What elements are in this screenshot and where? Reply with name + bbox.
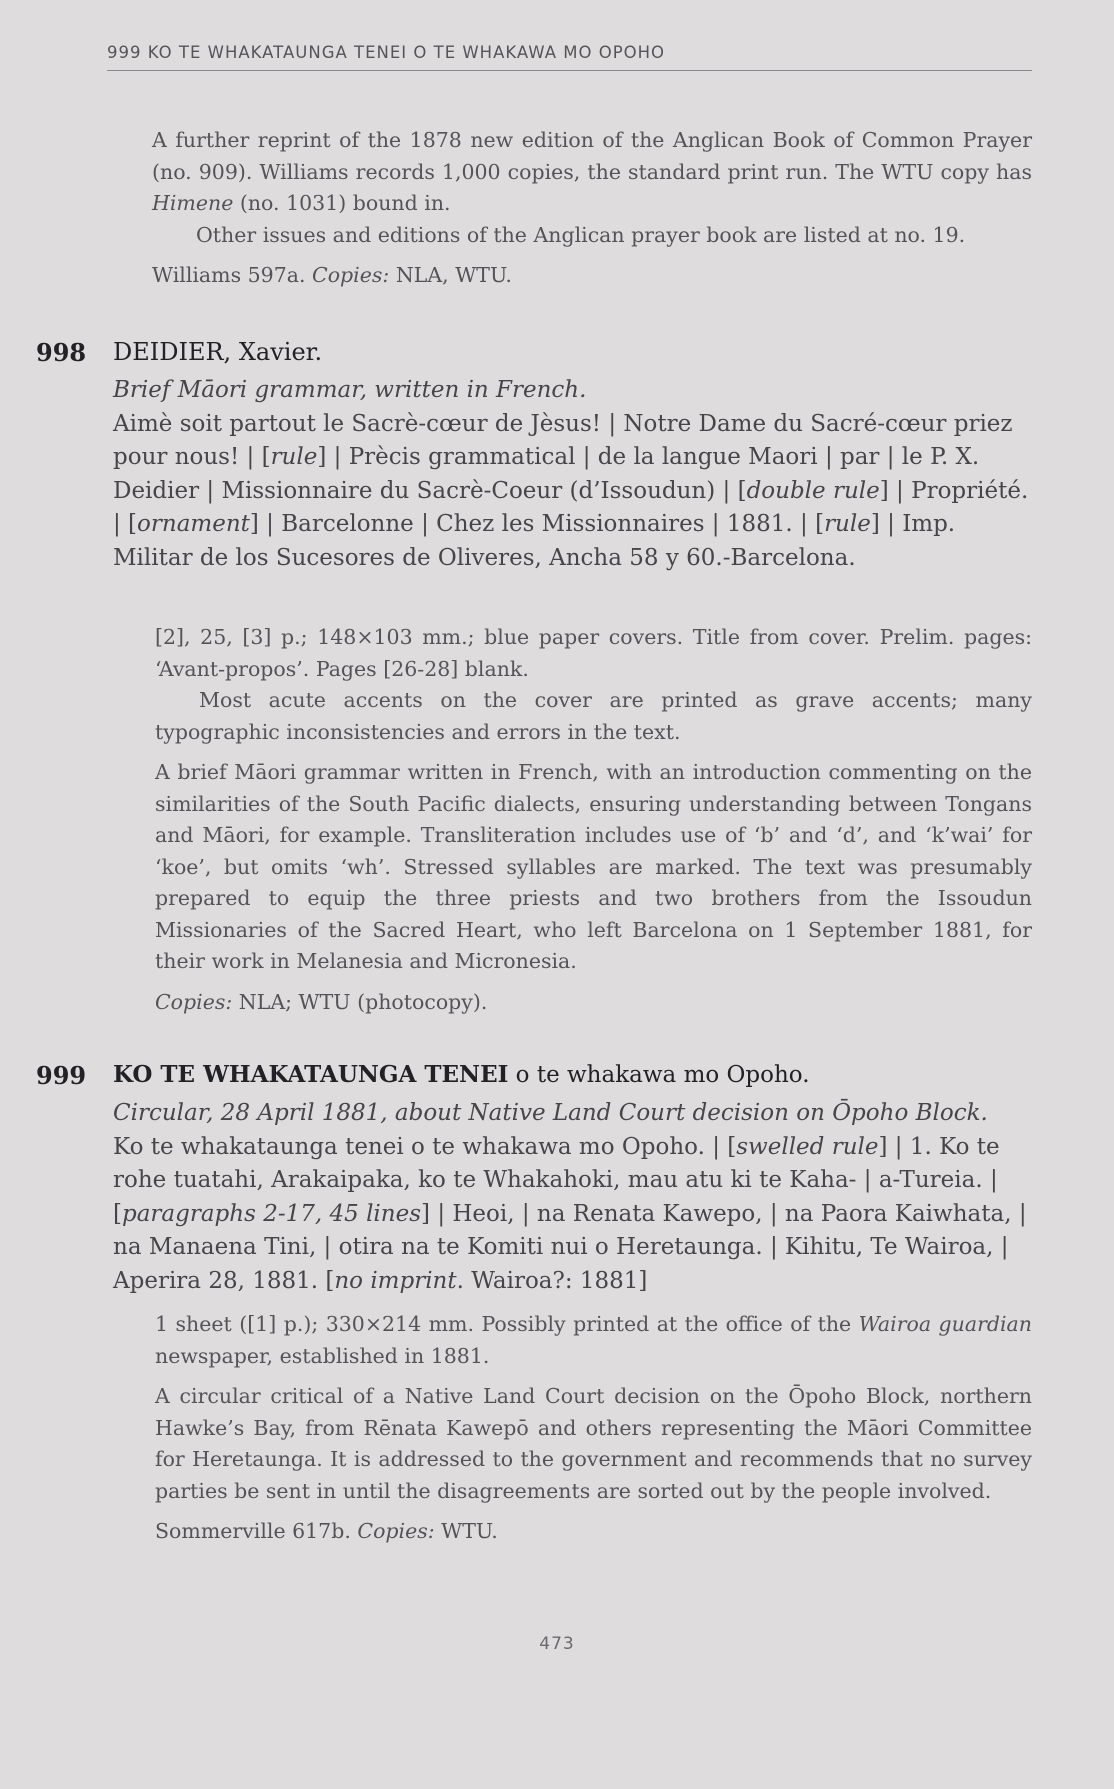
collation-italic: Wairoa guardian xyxy=(858,1312,1032,1336)
description: A circular critical of a Native Land Court decision on the Ōpoho Block, northern Hawke’s Bay, from Rēnata Kawepō and others representing the Māori Committee for Heretaunga. It is addressed to the government and recommends that no survey parties be sent in until the disagreements are sorted out by the people involved. xyxy=(155,1384,1032,1503)
transcription-italic: double rule xyxy=(746,477,880,504)
transcription-part: ] | Propriété. | [ xyxy=(113,477,1029,537)
transcription-part: Ko te whakataunga tenei o te whakawa mo Opoho. | [ xyxy=(113,1133,737,1160)
reference-text: Williams 597a. xyxy=(152,263,313,287)
copies-text: WTU. xyxy=(434,1519,498,1543)
collation: [2], 25, [3] p.; 148×103 mm.; blue paper covers. Title from cover. Prelim. pages: ‘Avant-propos’. Pages [26-28] blank. xyxy=(155,625,1032,681)
reference-line xyxy=(155,1516,1032,1548)
title-transcription xyxy=(113,1131,1033,1299)
title-transcription xyxy=(113,408,1033,576)
entry-number-999: 999 xyxy=(36,1061,87,1090)
copies-label: Copies: xyxy=(312,263,390,287)
transcription-italic: no imprint xyxy=(334,1267,457,1294)
entry-heading-999 xyxy=(113,1061,810,1088)
entry-998-body xyxy=(113,374,1033,575)
transcription-italic: rule xyxy=(270,444,318,470)
continuation-paragraph xyxy=(152,125,1032,220)
transcription-part: ] | Prècis grammatical | de la langue Maori | par | le P. X. Deidier | Missionnaire du Sacrè-Coeur (d’Issoudun) | [ xyxy=(113,444,980,504)
transcription-part: ] | Heoi, | na Renata Kawepo, | na Paora Kaiwhata, | na Manaena Tini, | otira na te Komiti nui o Heretaunga. | Kihitu, Te Wairoa, | Aperira 28, 1881. [ xyxy=(113,1200,1027,1294)
collation xyxy=(155,1309,1032,1372)
entry-999-body xyxy=(113,1097,1033,1298)
transcription-part: ] | Imp. Militar de los Sucesores de Oliveres, Ancha 58 y 60.-Barcelona. xyxy=(113,511,956,571)
transcription-italic: rule xyxy=(824,511,871,537)
collation-text: 1 sheet ([1] p.); 330×214 mm. Possibly printed at the office of the xyxy=(155,1312,859,1336)
description: A brief Māori grammar written in French, with an introduction commenting on the similarities of the South Pacific dialects, ensuring understanding between Tongans and Māori, for example. Transliteration includes use of ‘b’ and ‘d’, and ‘k’wai’ for ‘koe’, but omits ‘wh’. Stressed syllables are marked. The text was presumably prepared to equip the three priests and two brothers from the Issoudun Missionaries of the Sacred Heart, who left Barcelona on 1 September 1881, for their work in Melanesia and Micronesia. xyxy=(155,760,1032,973)
subtitle-text: Brief Māori grammar, written in French. xyxy=(113,377,587,403)
entry-999-notes xyxy=(155,1309,1032,1548)
entry-heading-998 xyxy=(113,338,322,366)
entry-subtitle xyxy=(113,1097,1033,1131)
transcription-part: ] | Barcelonne | Chez les Missionnaires | 1881. | [ xyxy=(249,511,825,537)
transcription-part: Aimè soit partout le Sacrè-cœur de Jèsus! | Notre Dame du Sacré-cœur priez pour nous! | [ xyxy=(113,410,1013,470)
continuation-paragraph-2: Other issues and editions of the Anglican prayer book are listed at no. 19. xyxy=(196,222,966,247)
subtitle-text: Circular, 28 April 1881, about Native Land Court decision on Ōpoho Block. xyxy=(113,1100,988,1126)
entry-author-end: . xyxy=(314,338,323,366)
copies-line xyxy=(155,987,1032,1019)
transcription-italic: paragraphs 2-17, 45 lines xyxy=(121,1200,422,1227)
transcription-italic: swelled rule xyxy=(736,1133,879,1160)
transcription-italic: ornament xyxy=(137,511,250,537)
entry-998-notes xyxy=(155,622,1032,1018)
running-head: 999 KO TE WHAKATAUNGA TENEI O TE WHAKAWA MO OPOHO xyxy=(107,43,1032,71)
entry-title-end: . xyxy=(802,1062,810,1088)
transcription-part: ] | 1. Ko te rohe tuatahi, Arakaipaka, ko te Whakahoki, mau atu ki te Kaha- | a-Tureia. | [ xyxy=(113,1133,1000,1227)
collation-text-end: newspaper, established in 1881. xyxy=(155,1343,490,1368)
reference-text: Sommerville 617b. xyxy=(155,1519,358,1543)
copies-label: Copies: xyxy=(357,1519,435,1543)
continuation-text-end: (no. 1031) bound in. xyxy=(233,191,451,215)
previous-entry-continuation xyxy=(152,125,1032,292)
collation-note: Most acute accents on the cover are printed as grave accents; many typographic inconsistencies and errors in the text. xyxy=(155,688,1032,744)
entry-title-bold: KO TE WHAKATAUNGA TENEI xyxy=(113,1061,509,1088)
copies-text: NLA, WTU. xyxy=(389,263,512,287)
continuation-text: A further reprint of the 1878 new edition of the Anglican Book of Common Prayer (no. 909). Williams records 1,000 copies, the standard print run. The WTU copy has xyxy=(152,128,1032,184)
continuation-italic: Himene xyxy=(152,191,234,215)
entry-subtitle xyxy=(113,374,1033,408)
continuation-reference xyxy=(152,260,1032,292)
copies-text: NLA; WTU (photocopy). xyxy=(232,989,488,1014)
copies-label: Copies: xyxy=(155,989,233,1014)
page-number: 473 xyxy=(539,1634,575,1654)
entry-number-998: 998 xyxy=(36,338,87,367)
entry-title-rest: o te whakawa mo Opoho xyxy=(508,1062,803,1088)
entry-author: DEIDIER, Xavier xyxy=(113,338,315,366)
transcription-part: . Wairoa?: 1881] xyxy=(456,1267,648,1294)
